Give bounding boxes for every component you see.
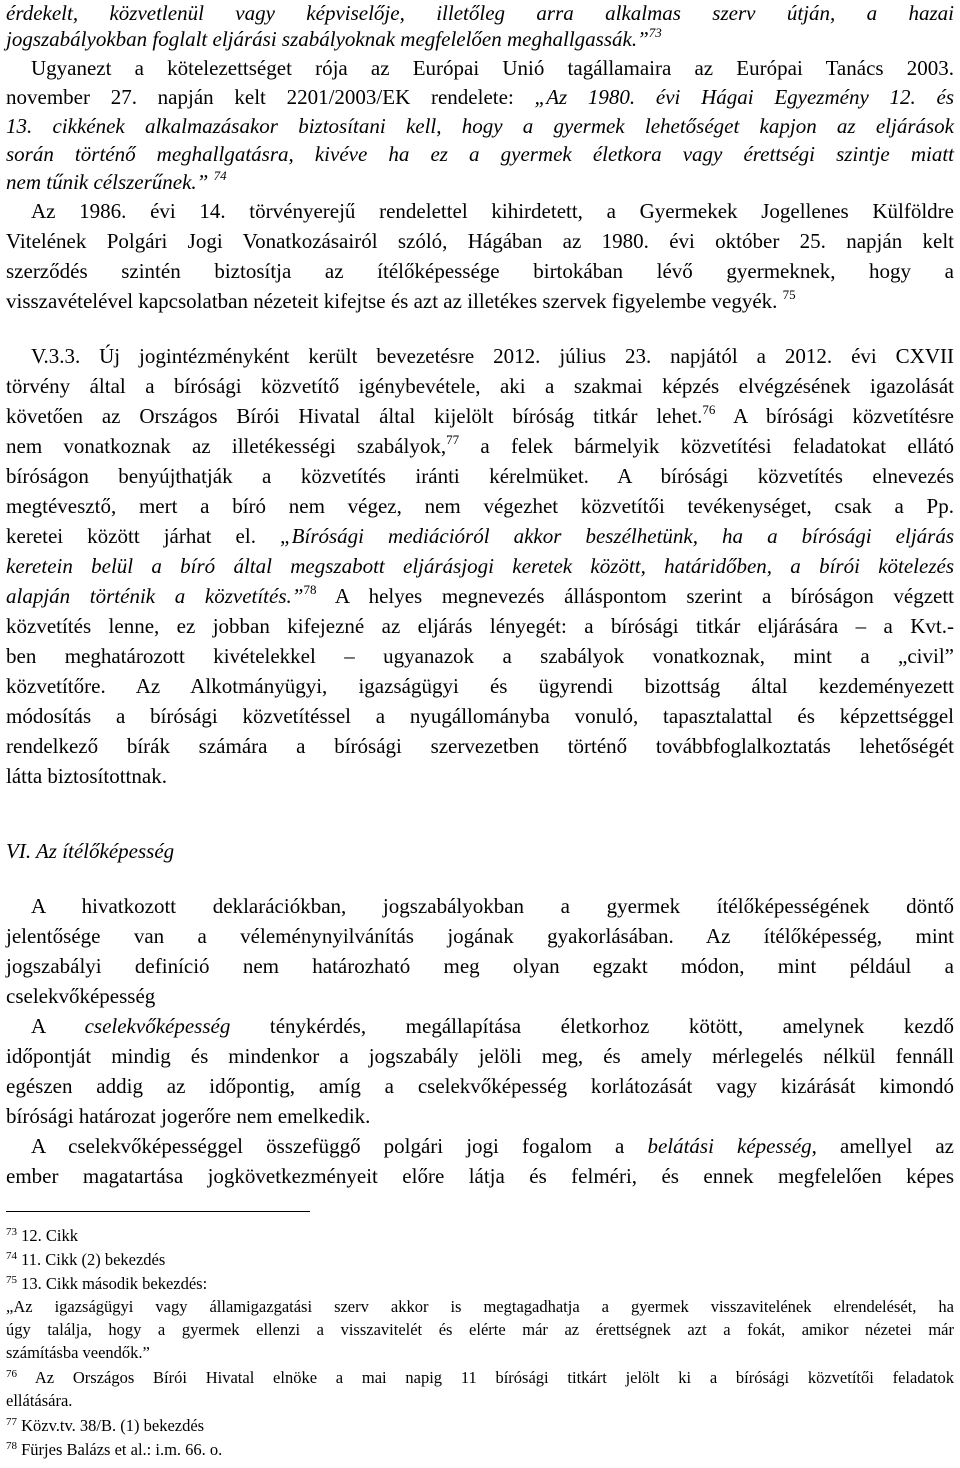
text-line: látta biztosítottnak. (6, 764, 167, 788)
footnote-ref: 75 (782, 287, 796, 302)
text-line: közvetítőre. Az Alkotmányügyi, igazságügyi és ügyrendi bizottság által kezdeményezett (6, 674, 954, 698)
footnote: $^{78}$ Fürjes Balázs et al.: i.m. 66. o. (6, 1440, 223, 1459)
text-line: Ugyanezt a kötelezettséget rója az Európai Unió tagállamaira az Európai Tanács 2003. (31, 56, 954, 80)
text-line: jelentősége van a véleménynyilvánítás jogának gyakorlásában. Az ítélőképesség, mint (6, 924, 954, 948)
footnote: $^{76}$ Az Országos Bírói Hivatal elnöke a mai napig 11 bírósági titkárt jelölt ki a bírósági közvetítői feladatok (6, 1368, 954, 1387)
footnote: $^{77}$ Közv.tv. 38/B. (1) bekezdés (6, 1416, 205, 1435)
text-line: érdekelt, közvetlenül vagy képviselője, illetőleg arra alkalmas szerv útján, a hazai (6, 1, 954, 25)
text-line: egészen addig az időpontig, amíg a cselekvőképesség korlátozását vagy kizárását kimondó (6, 1074, 954, 1098)
footnote-ref: 73 (648, 25, 662, 40)
footnote: számításba veendők.” (6, 1343, 150, 1362)
footnote: „Az igazságügyi vagy államigazgatási szerv akkor is megtagadhatja a gyermek visszavitelének elrendelését, ha (6, 1297, 954, 1316)
text-line: A cselekvőképességgel összefüggő polgári jogi fogalom a belátási képesség, amellyel az (31, 1134, 955, 1158)
text-line: ben meghatározott kivételekkel – ugyanazok a szabályok vonatkoznak, mint a „civil” (6, 644, 954, 668)
text-line: időpontját mindig és mindenkor a jogszabály jelöli meg, és amely mérlegelés nélkül fennáll (6, 1044, 954, 1068)
text-line: 13. cikkének alkalmazásakor biztosítani kell, hogy a gyermek lehetőséget kapjon az eljárások (6, 114, 954, 138)
text-line: követően az Országos Bírói Hivatal által kijelölt bíróság titkár lehet.$^{76}$ A bírósági közvetítésre (6, 402, 954, 428)
text-line: ember magatartása jogkövetkezményeit előre látja és felméri, és ennek megfelelően képes (6, 1164, 954, 1188)
text-line: alapján történik a közvetítés.”$^{78}$ A helyes megnevezés álláspontom szerint a bíróságon végzett (6, 582, 955, 608)
text-line: bíróságon benyújthatják a közvetítés iránti kérelmüket. A bírósági közvetítés elnevezés (6, 464, 954, 488)
text-line: A hivatkozott deklarációkban, jogszabályokban a gyermek ítélőképességének döntő (31, 894, 954, 918)
footnote: úgy találja, hogy a gyermek ellenzi a visszavitelét és elérte már az érettségnek azt a fokát, amikor nézetei már (6, 1320, 954, 1339)
footnote: $^{74}$ 11. Cikk (2) bekezdés (6, 1250, 166, 1269)
text-line: rendelkező bírák számára a bírósági szervezetben történő továbbfoglalkoztatás lehetőségét (6, 734, 954, 758)
text-line: keretein belül a bíró által megszabott eljárásjogi keretek között, határidőben, a bírói kötelezés (6, 554, 954, 578)
footnote-ref: 74 (213, 168, 227, 183)
footnote: ellátására. (6, 1391, 73, 1410)
text-line: keretei között járhat el. „Bírósági mediációról akkor beszélhetünk, ha a bírósági eljárás (6, 524, 955, 548)
footnote: $^{73}$ 12. Cikk (6, 1226, 78, 1245)
text-line: szerződés szintén biztosítja az ítélőképessége birtokában lévő gyermeknek, hogy a (6, 259, 954, 283)
text-line: Az 1986. évi 14. törvényerejű rendelettel kihirdetett, a Gyermekek Jogellenes Külföldre (31, 199, 954, 223)
text-line: során történő meghallgatásra, kivéve ha ez a gyermek életkora vagy érettségi szintje miatt (6, 142, 954, 166)
text-line: törvény által a bírósági közvetítő igénybevétele, aki a szakmai képzés elvégzésének igazolását (6, 374, 954, 398)
text-line: november 27. napján kelt 2201/2003/EK rendelete: „Az 1980. évi Hágai Egyezmény 12. és (6, 85, 954, 109)
text-line: jogszabályokban foglalt eljárási szabályoknak megfelelően meghallgassák.”$^{73}$ (6, 25, 662, 51)
text-line: közvetítés lenne, ez jobban kifejezné az eljárás lényegét: a bírósági titkár eljárására – a Kvt.- (6, 614, 954, 638)
footnote: $^{75}$ 13. Cikk második bekezdés: (6, 1274, 208, 1293)
footnote-ref: 77 (446, 432, 460, 447)
text-line: módosítás a bírósági közvetítéssel a nyugállományba vonuló, tapasztalattal és képzettséggel (6, 704, 954, 728)
text-line: jogszabályi definíció nem határozható meg olyan egzakt módon, mint például a (6, 954, 954, 978)
section-heading: VI. Az ítélőképesség (6, 839, 175, 863)
text-line: nem vonatkoznak az illetékességi szabályok,$^{77}$ a felek bármelyik közvetítési feladatokat ellátó (6, 432, 954, 458)
text-line: nem tűnik célszerűnek.” $^{74}$ (6, 168, 227, 194)
footnote-separator (6, 1211, 310, 1212)
text-line: A cselekvőképesség ténykérdés, megállapítása életkorhoz kötött, amelynek kezdő (31, 1014, 955, 1038)
text-line: bírósági határozat jogerőre nem emelkedik. (6, 1104, 371, 1128)
text-line: V.3.3. Új jogintézményként került bevezetésre 2012. július 23. napjától a 2012. évi CXVII (31, 344, 954, 368)
text-line: visszavételével kapcsolatban nézeteit kifejtse és azt az illetékes szervek figyelembe vegyék. $^{75}$ (6, 287, 796, 313)
footnote-ref: 76 (702, 402, 716, 417)
text-line: cselekvőképesség (6, 984, 156, 1008)
text-line: Vitelének Polgári Jogi Vonatkozásairól szóló, Hágában az 1980. évi október 25. napján kelt (6, 229, 954, 253)
text-line: megtévesztő, mert a bíró nem végez, nem végezhet közvetítői tevékenységet, csak a Pp. (6, 494, 954, 518)
footnote-ref: 78 (303, 582, 317, 597)
